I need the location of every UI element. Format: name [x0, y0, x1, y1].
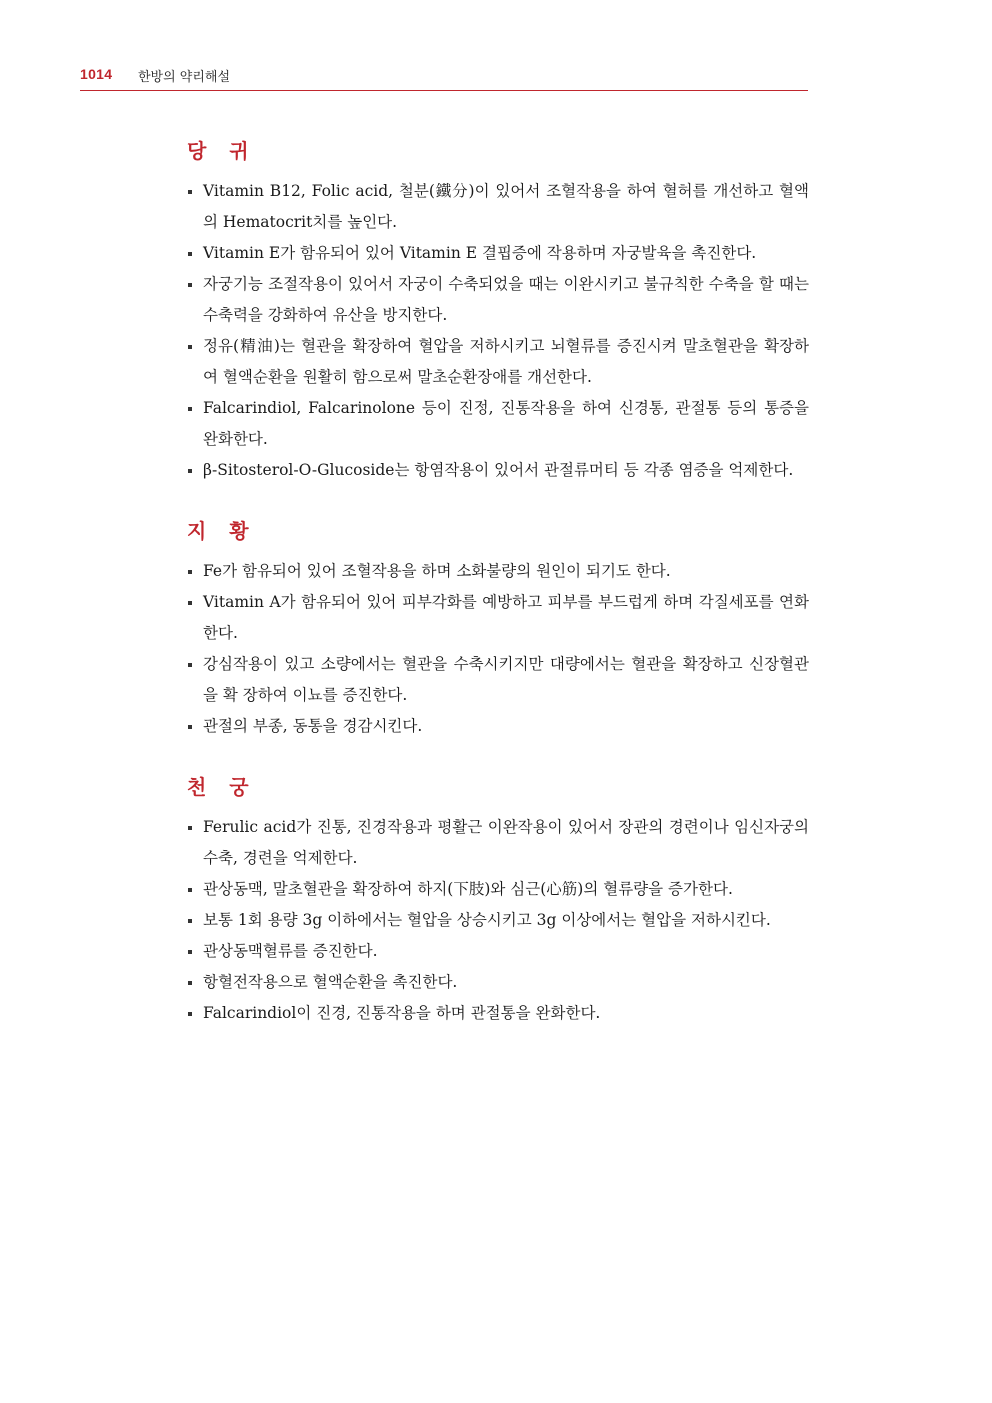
- list-item: 관상동맥혈류를 증진한다.: [187, 936, 809, 967]
- list-item: 항혈전작용으로 혈액순환을 촉진한다.: [187, 967, 809, 998]
- section-title: 지 황: [187, 519, 257, 543]
- section-title: 천 궁: [187, 775, 257, 799]
- running-title: 한방의 약리해설: [138, 70, 231, 85]
- section-jihwang: [187, 518, 809, 742]
- page-number: 1014: [80, 66, 113, 82]
- list-item: β-Sitosterol-O-Glucoside는 항염작용이 있어서 관절류머티 등 각종 염증을 억제한다.: [187, 455, 809, 486]
- list-item: 정유(精油)는 혈관을 확장하여 혈압을 저하시키고 뇌혈류를 증진시켜 말초혈관을 확장하여 혈액순환을 원활히 함으로써 말초순환장애를 개선한다.: [187, 331, 809, 393]
- list-item: Vitamin B12, Folic acid, 철분(鐵分)이 있어서 조혈작용을 하여 혈허를 개선하고 혈액의 Hematocrit치를 높인다.: [187, 176, 809, 238]
- list-item: Fe가 함유되어 있어 조혈작용을 하며 소화불량의 원인이 되기도 한다.: [187, 556, 809, 587]
- list-item: Vitamin A가 함유되어 있어 피부각화를 예방하고 피부를 부드럽게 하며 각질세포를 연화한다.: [187, 587, 809, 649]
- list-item: 자궁기능 조절작용이 있어서 자궁이 수축되었을 때는 이완시키고 불규칙한 수축을 할 때는 수축력을 강화하여 유산을 방지한다.: [187, 269, 809, 331]
- page-header: [80, 64, 808, 91]
- list-item: 관상동맥, 말초혈관을 확장하여 하지(下肢)와 심근(心筋)의 혈류량을 증가한다.: [187, 874, 809, 905]
- list-item: 관절의 부종, 동통을 경감시킨다.: [187, 711, 809, 742]
- section-danggui: [187, 138, 809, 486]
- list-item: Vitamin E가 함유되어 있어 Vitamin E 결핍증에 작용하며 자궁발육을 촉진한다.: [187, 238, 809, 269]
- section-cheongung: [187, 774, 809, 1029]
- list-item: Falcarindiol이 진경, 진통작용을 하며 관절통을 완화한다.: [187, 998, 809, 1029]
- list-item: 강심작용이 있고 소량에서는 혈관을 수축시키지만 대량에서는 혈관을 확장하고 신장혈관을 확 장하여 이뇨를 증진한다.: [187, 649, 809, 711]
- section-title: 당 귀: [187, 139, 257, 163]
- list-item: Falcarindiol, Falcarinolone 등이 진정, 진통작용을 하여 신경통, 관절통 등의 통증을 완화한다.: [187, 393, 809, 455]
- list-item: Ferulic acid가 진통, 진경작용과 평활근 이완작용이 있어서 장관의 경련이나 임신자궁의 수축, 경련을 억제한다.: [187, 812, 809, 874]
- list-item: 보통 1회 용량 3g 이하에서는 혈압을 상승시키고 3g 이상에서는 혈압을 저하시킨다.: [187, 905, 809, 936]
- page-body: [187, 138, 809, 1061]
